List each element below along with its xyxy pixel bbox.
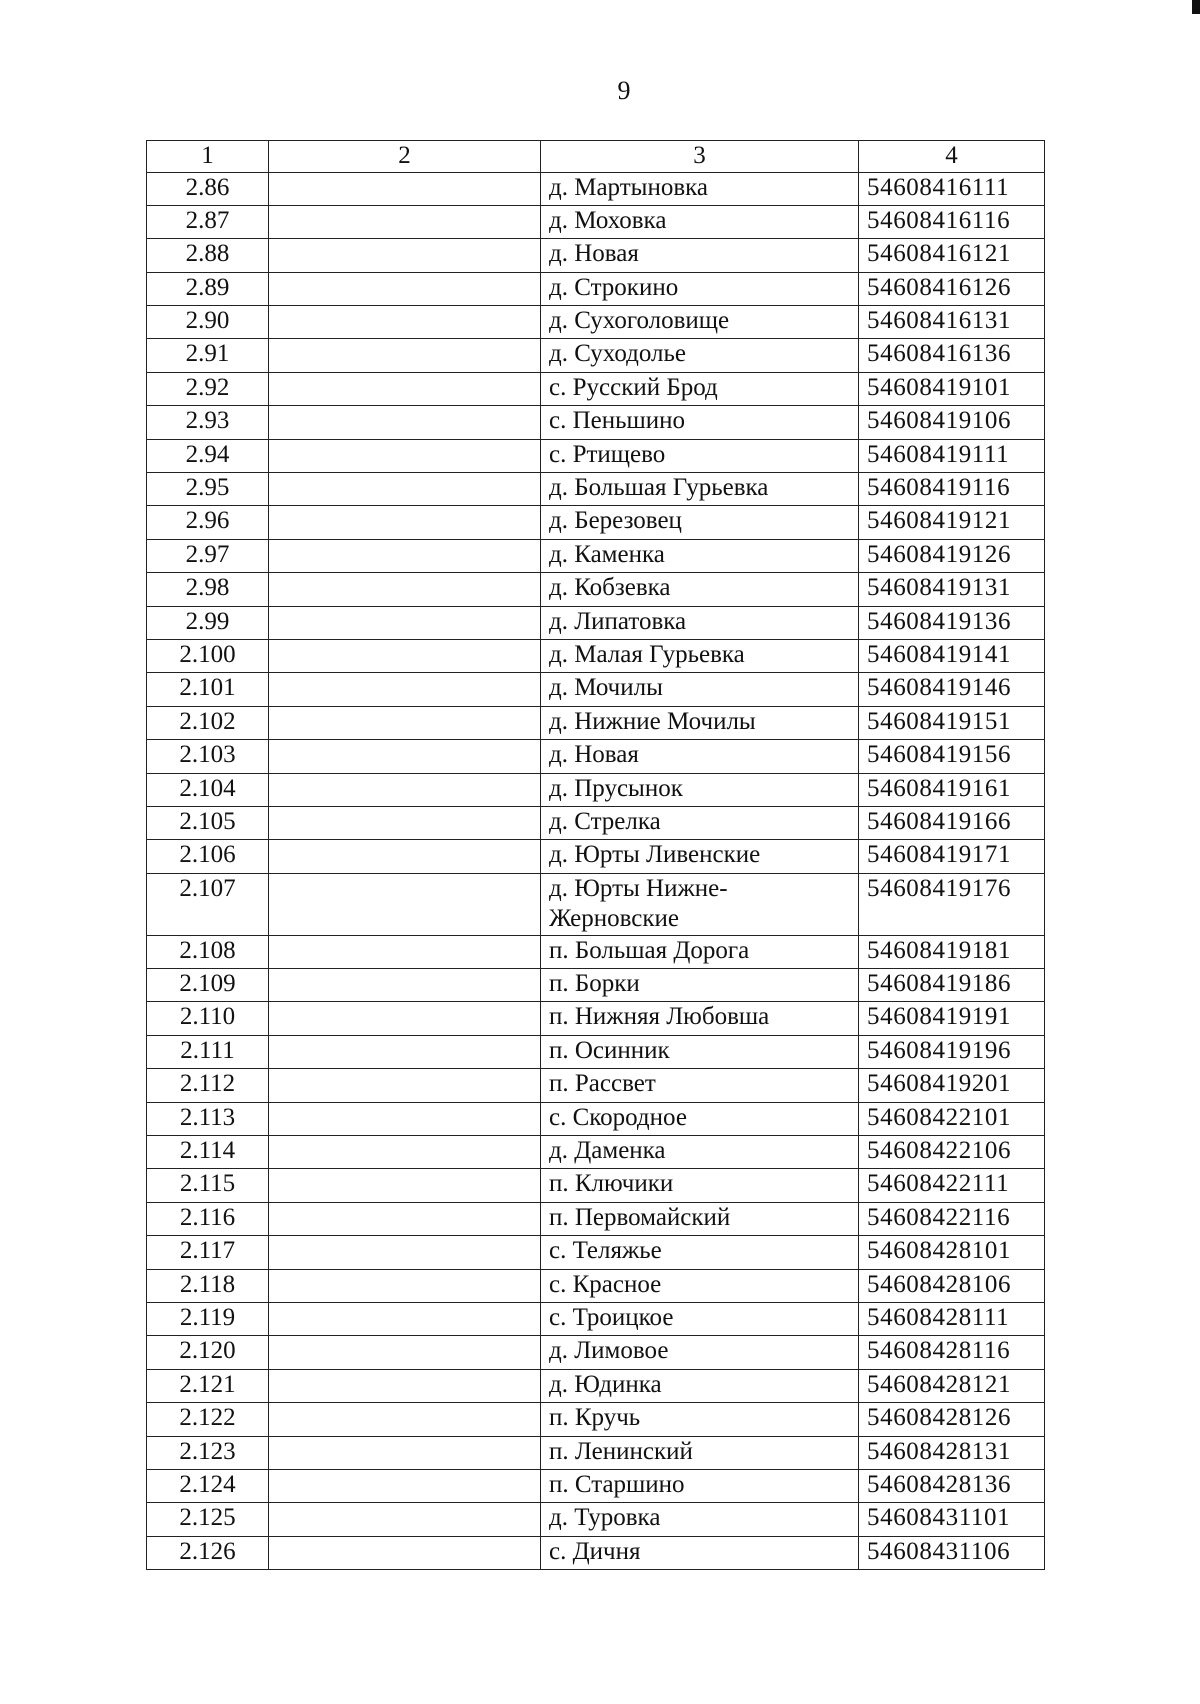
- column-2-cell: [269, 1403, 541, 1436]
- row-number-cell: 2.113: [147, 1102, 269, 1135]
- scan-edge-mark: [1192, 0, 1200, 14]
- row-number-cell: 2.91: [147, 339, 269, 372]
- settlement-name-cell: д. Туровка: [541, 1503, 859, 1536]
- oktmo-code-cell: 54608422106: [859, 1136, 1045, 1169]
- column-2-cell: [269, 339, 541, 372]
- column-2-cell: [269, 1536, 541, 1569]
- column-2-cell: [269, 740, 541, 773]
- row-number-cell: 2.104: [147, 773, 269, 806]
- column-2-cell: [269, 272, 541, 305]
- oktmo-code-cell: 54608416116: [859, 205, 1045, 238]
- settlement-name-cell: д. Юрты Нижне-Жерновские: [541, 873, 859, 935]
- row-number-cell: 2.95: [147, 473, 269, 506]
- settlement-name-cell: с. Скородное: [541, 1102, 859, 1135]
- settlement-name-cell: п. Ленинский: [541, 1436, 859, 1469]
- oktmo-code-cell: 54608419161: [859, 773, 1045, 806]
- row-number-cell: 2.105: [147, 806, 269, 839]
- settlement-name-cell: д. Даменка: [541, 1136, 859, 1169]
- row-number-cell: 2.117: [147, 1236, 269, 1269]
- settlement-name-cell: с. Пеньшино: [541, 406, 859, 439]
- settlement-name-cell: д. Юрты Ливенские: [541, 840, 859, 873]
- oktmo-code-cell: 54608416131: [859, 306, 1045, 339]
- oktmo-code-cell: 54608419121: [859, 506, 1045, 539]
- column-2-cell: [269, 1202, 541, 1235]
- column-2-cell: [269, 306, 541, 339]
- row-number-cell: 2.116: [147, 1202, 269, 1235]
- column-2-cell: [269, 1436, 541, 1469]
- oktmo-code-cell: 54608428136: [859, 1469, 1045, 1502]
- oktmo-code-cell: 54608416121: [859, 239, 1045, 272]
- table-row: [147, 1336, 1045, 1369]
- table-row: [147, 539, 1045, 572]
- table-row: [147, 873, 1045, 935]
- oktmo-code-cell: 54608428111: [859, 1303, 1045, 1336]
- table-row: [147, 506, 1045, 539]
- row-number-cell: 2.97: [147, 539, 269, 572]
- settlement-name-cell: д. Новая: [541, 740, 859, 773]
- page-number: 9: [617, 76, 631, 105]
- column-2-cell: [269, 806, 541, 839]
- row-number-cell: 2.118: [147, 1269, 269, 1302]
- column-2-cell: [269, 205, 541, 238]
- oktmo-code-cell: 54608419186: [859, 969, 1045, 1002]
- oktmo-code-cell: 54608416136: [859, 339, 1045, 372]
- column-2-cell: [269, 1369, 541, 1402]
- column-header-4: 4: [859, 141, 1045, 173]
- oktmo-code-cell: 54608416126: [859, 272, 1045, 305]
- column-2-cell: [269, 969, 541, 1002]
- column-2-cell: [269, 706, 541, 739]
- table-row: [147, 1202, 1045, 1235]
- oktmo-code-cell: 54608419151: [859, 706, 1045, 739]
- oktmo-code-cell: 54608428126: [859, 1403, 1045, 1436]
- table-header-row: [147, 141, 1045, 173]
- table-row: [147, 673, 1045, 706]
- table-row: [147, 306, 1045, 339]
- oktmo-code-cell: 54608419191: [859, 1002, 1045, 1035]
- column-2-cell: [269, 372, 541, 405]
- oktmo-code-cell: 54608422116: [859, 1202, 1045, 1235]
- settlement-name-cell: с. Красное: [541, 1269, 859, 1302]
- row-number-cell: 2.122: [147, 1403, 269, 1436]
- settlement-name-cell: п. Большая Дорога: [541, 935, 859, 968]
- oktmo-code-cell: 54608419171: [859, 840, 1045, 873]
- settlement-name-cell: с. Дичня: [541, 1536, 859, 1569]
- settlement-name-cell: д. Строкино: [541, 272, 859, 305]
- row-number-cell: 2.110: [147, 1002, 269, 1035]
- row-number-cell: 2.86: [147, 172, 269, 205]
- column-2-cell: [269, 239, 541, 272]
- column-header-1: 1: [147, 141, 269, 173]
- row-number-cell: 2.99: [147, 606, 269, 639]
- oktmo-code-cell: 54608416111: [859, 172, 1045, 205]
- settlement-name-cell: д. Большая Гурьевка: [541, 473, 859, 506]
- row-number-cell: 2.87: [147, 205, 269, 238]
- table-row: [147, 272, 1045, 305]
- oktmo-code-cell: 54608419146: [859, 673, 1045, 706]
- table-row: [147, 639, 1045, 672]
- table-row: [147, 1303, 1045, 1336]
- column-2-cell: [269, 1136, 541, 1169]
- column-2-cell: [269, 1269, 541, 1302]
- row-number-cell: 2.126: [147, 1536, 269, 1569]
- table-row: [147, 205, 1045, 238]
- row-number-cell: 2.106: [147, 840, 269, 873]
- table-row: [147, 1035, 1045, 1068]
- column-2-cell: [269, 1469, 541, 1502]
- table-row: [147, 439, 1045, 472]
- oktmo-code-cell: 54608428106: [859, 1269, 1045, 1302]
- row-number-cell: 2.120: [147, 1336, 269, 1369]
- column-2-cell: [269, 773, 541, 806]
- settlement-name-cell: д. Моховка: [541, 205, 859, 238]
- oktmo-code-cell: 54608422101: [859, 1102, 1045, 1135]
- column-2-cell: [269, 1102, 541, 1135]
- column-2-cell: [269, 1069, 541, 1102]
- table-row: [147, 806, 1045, 839]
- table-row: [147, 1369, 1045, 1402]
- oktmo-code-cell: 54608419181: [859, 935, 1045, 968]
- settlement-name-cell: с. Теляжье: [541, 1236, 859, 1269]
- settlement-name-cell: с. Русский Брод: [541, 372, 859, 405]
- row-number-cell: 2.88: [147, 239, 269, 272]
- column-2-cell: [269, 1503, 541, 1536]
- settlement-name-cell: д. Юдинка: [541, 1369, 859, 1402]
- oktmo-code-cell: 54608422111: [859, 1169, 1045, 1202]
- settlement-name-cell: п. Первомайский: [541, 1202, 859, 1235]
- column-2-cell: [269, 473, 541, 506]
- row-number-cell: 2.102: [147, 706, 269, 739]
- oktmo-code-cell: 54608419136: [859, 606, 1045, 639]
- table-row: [147, 1436, 1045, 1469]
- oktmo-code-cell: 54608428121: [859, 1369, 1045, 1402]
- oktmo-code-cell: 54608419131: [859, 573, 1045, 606]
- table-row: [147, 706, 1045, 739]
- column-2-cell: [269, 406, 541, 439]
- oktmo-code-cell: 54608428131: [859, 1436, 1045, 1469]
- row-number-cell: 2.108: [147, 935, 269, 968]
- oktmo-code-cell: 54608419111: [859, 439, 1045, 472]
- table-row: [147, 840, 1045, 873]
- table-row: [147, 1002, 1045, 1035]
- row-number-cell: 2.96: [147, 506, 269, 539]
- column-2-cell: [269, 840, 541, 873]
- oktmo-code-cell: 54608419101: [859, 372, 1045, 405]
- column-2-cell: [269, 606, 541, 639]
- settlement-name-cell: д. Липатовка: [541, 606, 859, 639]
- oktmo-code-cell: 54608419201: [859, 1069, 1045, 1102]
- column-2-cell: [269, 573, 541, 606]
- table-row: [147, 1102, 1045, 1135]
- column-2-cell: [269, 639, 541, 672]
- oktmo-code-cell: 54608428101: [859, 1236, 1045, 1269]
- row-number-cell: 2.101: [147, 673, 269, 706]
- column-2-cell: [269, 539, 541, 572]
- row-number-cell: 2.125: [147, 1503, 269, 1536]
- table-row: [147, 1403, 1045, 1436]
- settlement-name-cell: д. Суходолье: [541, 339, 859, 372]
- row-number-cell: 2.98: [147, 573, 269, 606]
- table-row: [147, 1503, 1045, 1536]
- row-number-cell: 2.111: [147, 1035, 269, 1068]
- column-header-3: 3: [541, 141, 859, 173]
- settlement-name-cell: п. Осинник: [541, 1035, 859, 1068]
- row-number-cell: 2.103: [147, 740, 269, 773]
- column-2-cell: [269, 1002, 541, 1035]
- column-2-cell: [269, 935, 541, 968]
- oktmo-code-cell: 54608428116: [859, 1336, 1045, 1369]
- table-row: [147, 935, 1045, 968]
- settlement-name-cell: п. Нижняя Любовша: [541, 1002, 859, 1035]
- column-2-cell: [269, 1035, 541, 1068]
- oktmo-code-cell: 54608419116: [859, 473, 1045, 506]
- settlement-name-cell: д. Каменка: [541, 539, 859, 572]
- oktmo-code-cell: 54608419156: [859, 740, 1045, 773]
- row-number-cell: 2.124: [147, 1469, 269, 1502]
- row-number-cell: 2.115: [147, 1169, 269, 1202]
- column-2-cell: [269, 506, 541, 539]
- settlement-name-cell: д. Березовец: [541, 506, 859, 539]
- column-2-cell: [269, 439, 541, 472]
- table-row: [147, 1269, 1045, 1302]
- settlement-name-cell: с. Ртищево: [541, 439, 859, 472]
- table-row: [147, 406, 1045, 439]
- settlement-name-cell: д. Мочилы: [541, 673, 859, 706]
- table-row: [147, 172, 1045, 205]
- oktmo-code-cell: 54608431101: [859, 1503, 1045, 1536]
- table-row: [147, 606, 1045, 639]
- settlement-name-cell: д. Мартыновка: [541, 172, 859, 205]
- settlement-name-cell: с. Троицкое: [541, 1303, 859, 1336]
- row-number-cell: 2.90: [147, 306, 269, 339]
- table-row: [147, 1069, 1045, 1102]
- column-2-cell: [269, 1336, 541, 1369]
- row-number-cell: 2.109: [147, 969, 269, 1002]
- table-row: [147, 573, 1045, 606]
- settlement-name-cell: п. Старшино: [541, 1469, 859, 1502]
- settlement-name-cell: д. Кобзевка: [541, 573, 859, 606]
- table-row: [147, 1169, 1045, 1202]
- oktmo-code-cell: 54608419196: [859, 1035, 1045, 1068]
- table-row: [147, 740, 1045, 773]
- table-row: [147, 1236, 1045, 1269]
- row-number-cell: 2.107: [147, 873, 269, 935]
- row-number-cell: 2.119: [147, 1303, 269, 1336]
- table-row: [147, 1469, 1045, 1502]
- settlement-name-cell: д. Сухоголовище: [541, 306, 859, 339]
- row-number-cell: 2.94: [147, 439, 269, 472]
- row-number-cell: 2.114: [147, 1136, 269, 1169]
- oktmo-code-cell: 54608419106: [859, 406, 1045, 439]
- settlement-name-cell: д. Новая: [541, 239, 859, 272]
- settlement-name-cell: д. Стрелка: [541, 806, 859, 839]
- settlement-name-cell: п. Рассвет: [541, 1069, 859, 1102]
- settlements-table: [146, 140, 1045, 1570]
- oktmo-code-cell: 54608419176: [859, 873, 1045, 935]
- column-2-cell: [269, 1169, 541, 1202]
- column-2-cell: [269, 873, 541, 935]
- table-row: [147, 372, 1045, 405]
- column-2-cell: [269, 1303, 541, 1336]
- row-number-cell: 2.89: [147, 272, 269, 305]
- table-row: [147, 773, 1045, 806]
- row-number-cell: 2.93: [147, 406, 269, 439]
- column-2-cell: [269, 172, 541, 205]
- oktmo-code-cell: 54608419141: [859, 639, 1045, 672]
- table-row: [147, 969, 1045, 1002]
- table-row: [147, 1136, 1045, 1169]
- row-number-cell: 2.121: [147, 1369, 269, 1402]
- column-header-2: 2: [269, 141, 541, 173]
- row-number-cell: 2.112: [147, 1069, 269, 1102]
- column-2-cell: [269, 673, 541, 706]
- row-number-cell: 2.92: [147, 372, 269, 405]
- table-row: [147, 239, 1045, 272]
- table-row: [147, 1536, 1045, 1569]
- settlement-name-cell: п. Борки: [541, 969, 859, 1002]
- settlement-name-cell: д. Лимовое: [541, 1336, 859, 1369]
- column-2-cell: [269, 1236, 541, 1269]
- row-number-cell: 2.100: [147, 639, 269, 672]
- settlement-name-cell: п. Кручь: [541, 1403, 859, 1436]
- table-row: [147, 473, 1045, 506]
- settlement-name-cell: д. Прусынок: [541, 773, 859, 806]
- row-number-cell: 2.123: [147, 1436, 269, 1469]
- settlement-name-cell: п. Ключики: [541, 1169, 859, 1202]
- oktmo-code-cell: 54608419126: [859, 539, 1045, 572]
- oktmo-code-cell: 54608431106: [859, 1536, 1045, 1569]
- table-row: [147, 339, 1045, 372]
- oktmo-code-cell: 54608419166: [859, 806, 1045, 839]
- settlement-name-cell: д. Малая Гурьевка: [541, 639, 859, 672]
- settlement-name-cell: д. Нижние Мочилы: [541, 706, 859, 739]
